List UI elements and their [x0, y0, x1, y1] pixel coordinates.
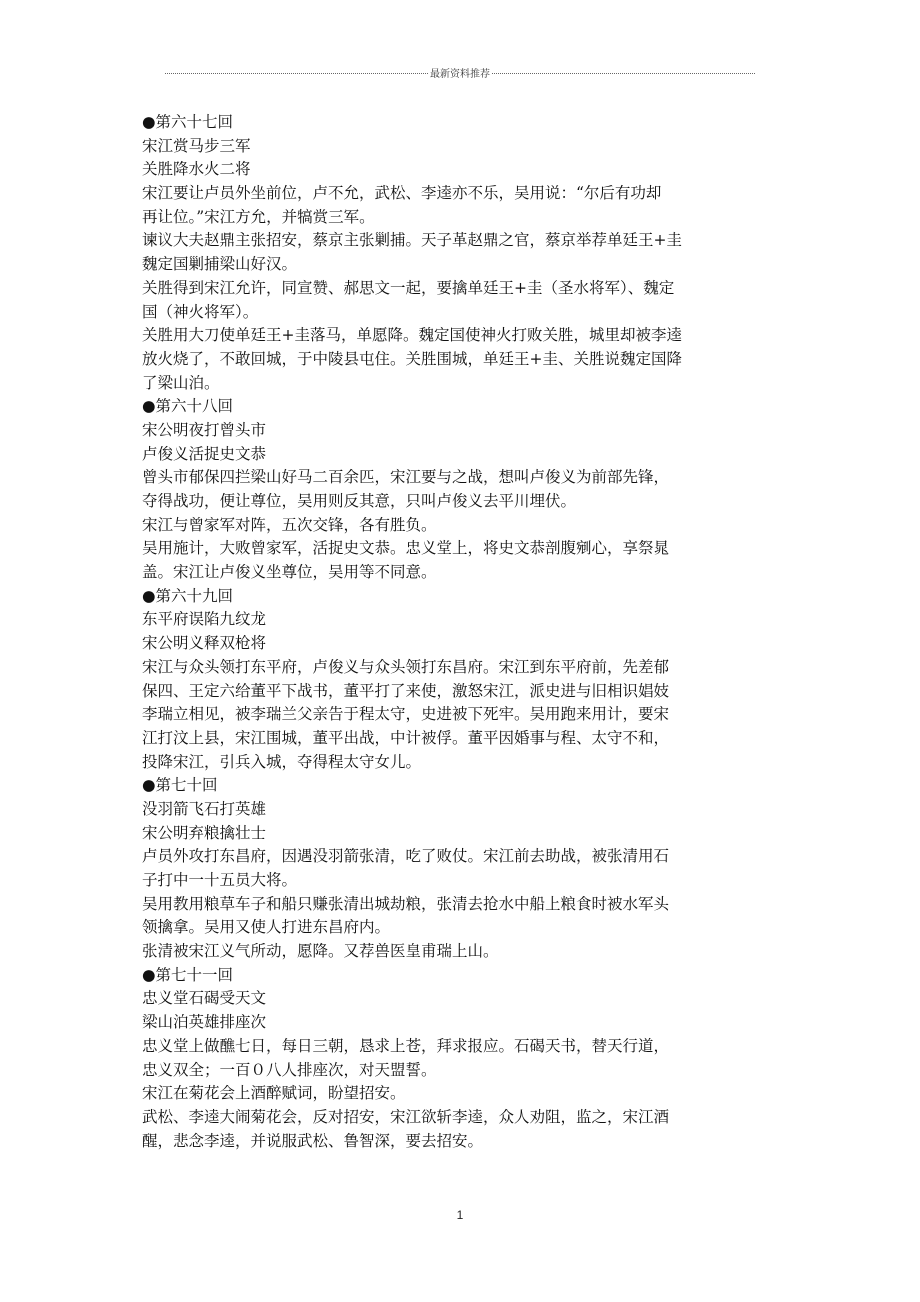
page-number: 1: [456, 1208, 464, 1222]
text-line: 醒，悲念李逵，并说服武松、鲁智深，要去招安。: [142, 1131, 484, 1150]
page-header: [165, 62, 755, 82]
text-line: 卢员外攻打东昌府，因遇没羽箭张清，吃了败仗。宋江前去助战，被张清用石: [142, 847, 670, 866]
text-line: 宋公明夜打曾头市: [142, 420, 267, 439]
text-line: 投降宋江，引兵入城，夺得程太守女儿。: [142, 752, 422, 771]
header-dots-left: [165, 73, 428, 74]
text-line: 关胜降水火二将: [142, 160, 251, 179]
text-line: 武松、李逵大闹菊花会，反对招安，宋江欲斩李逵，众人劝阻，监之，宋江酒: [142, 1107, 670, 1126]
header-dots-right: [492, 73, 755, 74]
text-line: 保四、王定六给董平下战书，董平打了来使，激怒宋江，派史进与旧相识娼妓: [142, 681, 670, 700]
text-line: 宋江要让卢员外坐前位，卢不允，武松、李逵亦不乐，吴用说：“尔后有功却: [142, 184, 662, 203]
text-line: 关胜用大刀使单廷王+圭落马，单愿降。魏定国使神火打败关胜，城里却被李逵: [142, 326, 682, 345]
text-line: 东平府误陷九纹龙: [142, 610, 267, 629]
text-line: 国（神火将军）。: [142, 302, 259, 321]
text-line: 宋公明义释双枪将: [142, 634, 267, 653]
text-line: 谏议大夫赵鼎主张招安，蔡京主张剿捕。天子革赵鼎之官，蔡京举荐单廷王+圭: [142, 231, 682, 250]
text-line: 忠义堂上做醮七日，每日三朝，恳求上苍，拜求报应。石碣天书，替天行道，: [142, 1036, 670, 1055]
text-line: 李瑞立相见，被李瑞兰父亲告于程太守，史进被下死牢。吴用跑来用计，要宋: [142, 705, 670, 724]
chapter-heading: ●第七十一回: [142, 965, 234, 984]
text-line: 关胜得到宋江允许，同宣赞、郝思文一起，要擒单廷王+圭（圣水将军）、魏定: [142, 278, 675, 297]
text-line: 再让位。”宋江方允，并犒赏三军。: [142, 207, 375, 226]
document-body: [142, 111, 782, 1153]
text-line: 夺得战功，便让尊位，吴用则反其意，只叫卢俊义去平川埋伏。: [142, 492, 577, 510]
text-line: 张清被宋江义气所动，愿降。又荐兽医皇甫瑞上山。: [142, 942, 499, 961]
text-line: 吴用施计，大败曾家军，活捉史文恭。忠义堂上，将史文恭剖腹剜心，享祭晁: [142, 539, 670, 558]
text-line: 子打中一十五员大将。: [142, 871, 298, 889]
text-line: 吴用教用粮草车子和船只赚张清出城劫粮，张清去抢水中船上粮食时被水军头: [142, 894, 670, 913]
chapter-heading: ●第七十回: [142, 776, 218, 795]
text-line: 魏定国剿捕梁山好汉。: [142, 255, 298, 274]
text-line: 宋公明弃粮擒壮士: [142, 823, 267, 842]
header-title: 最新资料推荐: [430, 68, 490, 80]
text-line: 宋江与曾家军对阵，五次交锋，各有胜负。: [142, 515, 437, 534]
text-line: 卢俊义活捉史文恭: [142, 444, 267, 463]
text-line: 放火烧了，不敢回城，于中陵县屯住。关胜围城，单廷王+圭、关胜说魏定国降: [142, 349, 682, 368]
text-line: 了梁山泊。: [142, 373, 220, 392]
chapter-heading: ●第六十八回: [142, 397, 234, 416]
text-line: 宋江在菊花会上酒醉赋词，盼望招安。: [142, 1084, 406, 1103]
text-line: 忠义双全；一百０八人排座次，对天盟誓。: [142, 1060, 437, 1079]
text-line: 曾头市郁保四拦梁山好马二百余匹，宋江要与之战，想叫卢俊义为前部先锋，: [142, 468, 670, 487]
chapter-heading: ●第六十九回: [142, 586, 234, 605]
text-line: 宋江赏马步三军: [142, 136, 251, 155]
text-line: 忠义堂石碣受天文: [142, 989, 267, 1008]
chapter-heading: ●第六十七回: [142, 113, 234, 131]
text-line: 梁山泊英雄排座次: [142, 1013, 267, 1032]
text-line: 宋江与众头领打东平府，卢俊义与众头领打东昌府。宋江到东平府前，先差郁: [142, 657, 670, 676]
text-line: 江打汶上县，宋江围城，董平出战，中计被俘。董平因婚事与程、太守不和，: [142, 728, 670, 747]
text-line: 领擒拿。吴用又使人打进东昌府内。: [142, 918, 391, 937]
text-line: 盖。宋江让卢俊义坐尊位，吴用等不同意。: [142, 563, 437, 582]
text-line: 没羽箭飞石打英雄: [142, 799, 267, 818]
